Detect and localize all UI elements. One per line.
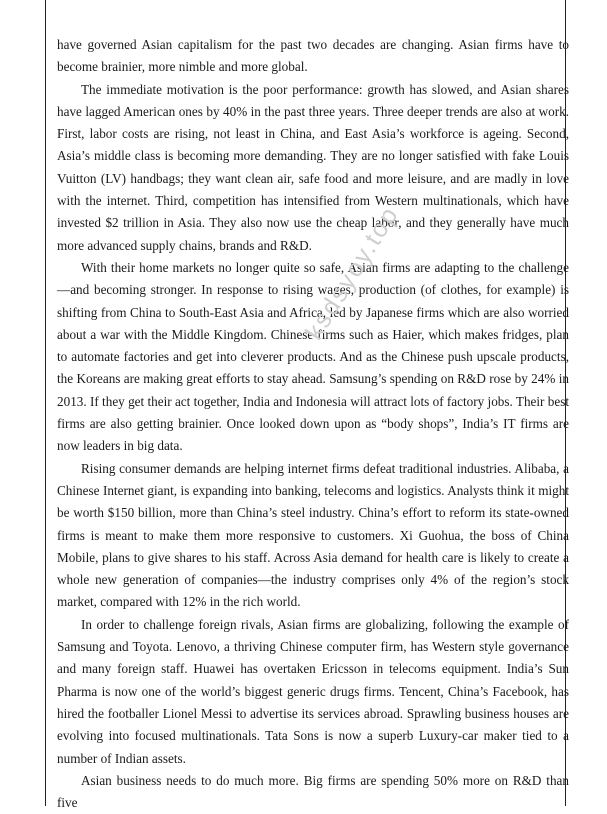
watermark: ksdsyoy.top <box>300 200 405 345</box>
paragraph-4: Rising consumer demands are helping internet firms defeat traditional industries. Alibaba, a Chinese Internet giant, is expanding into banking, telecoms and logistics. Analysts think it might be worth $150 billion, more than China’s steel industry. China’s effort to reform its state-owned firms is meant to make them more responsive to customers. Xi Guohua, the boss of China Mobile, plans to give shares to his staff. Across Asia demand for health care is likely to create a whole new generation of companies—the industry comprises only 4% of the region’s stock market, compared with 12% in the rich world. <box>57 460 569 610</box>
paragraph-1: have governed Asian capitalism for the past two decades are changing. Asian firms have to become brainier, more nimble and more global. <box>57 37 569 75</box>
paragraph-6: Asian business needs to do much more. Big firms are spending 50% more on R&D than five <box>57 772 569 811</box>
paragraph-3: With their home markets no longer quite so safe, Asian firms are adapting to the challenge—and becoming stronger. In response to rising wages, production (of clothes, for example) is shifting from China to South-East Asia and Africa, led by Japanese firms which are also worried about a war with the Middle Kingdom. Chinese firms such as Haier, which makes fridges, plan to automate factories and get into cleverer products. And as the Chinese push upscale products, the Koreans are making great efforts to stay ahead. Samsung’s spending on R&D rose by 24% in 2013. If they get their act together, India and Indonesia will attract lots of factory jobs. Their best firms are also getting brainier. Once looked down upon as “body shops”, India’s IT firms are now leaders in big data. <box>57 259 569 454</box>
paragraph-2: The immediate motivation is the poor performance: growth has slowed, and Asian shares have lagged American ones by 40% in the past three years. Three deeper trends are also at work. First, labor costs are rising, not least in China, and East Asia’s workforce is ageing. Second, Asia’s middle class is becoming more demanding. They are no longer satisfied with fake Louis Vuitton (LV) handbags; they want clean air, safe food and more leisure, and are madly in love with the internet. Third, competition has intensified from Western multinationals, which have invested $2 trillion in Asia. They also now use the cheap labor, and they generally have much more advanced supply chains, brands and R&D. <box>57 81 569 253</box>
paragraph-5: In order to challenge foreign rivals, Asian firms are globalizing, following the example of Samsung and Toyota. Lenovo, a thriving Chinese computer firm, has Western style governance and many foreign staff. Huawei has overtaken Ericsson in telecoms equipment. India’s Sun Pharma is now one of the world’s biggest generic drugs firms. Tencent, China’s Facebook, has hired the footballer Lionel Messi to advertise its services abroad. Sprawling business houses are evolving into focused multinationals. Tata Sons is now a superb Luxury-car maker tied to a number of Indian assets. <box>57 616 569 766</box>
article-body <box>57 34 569 811</box>
